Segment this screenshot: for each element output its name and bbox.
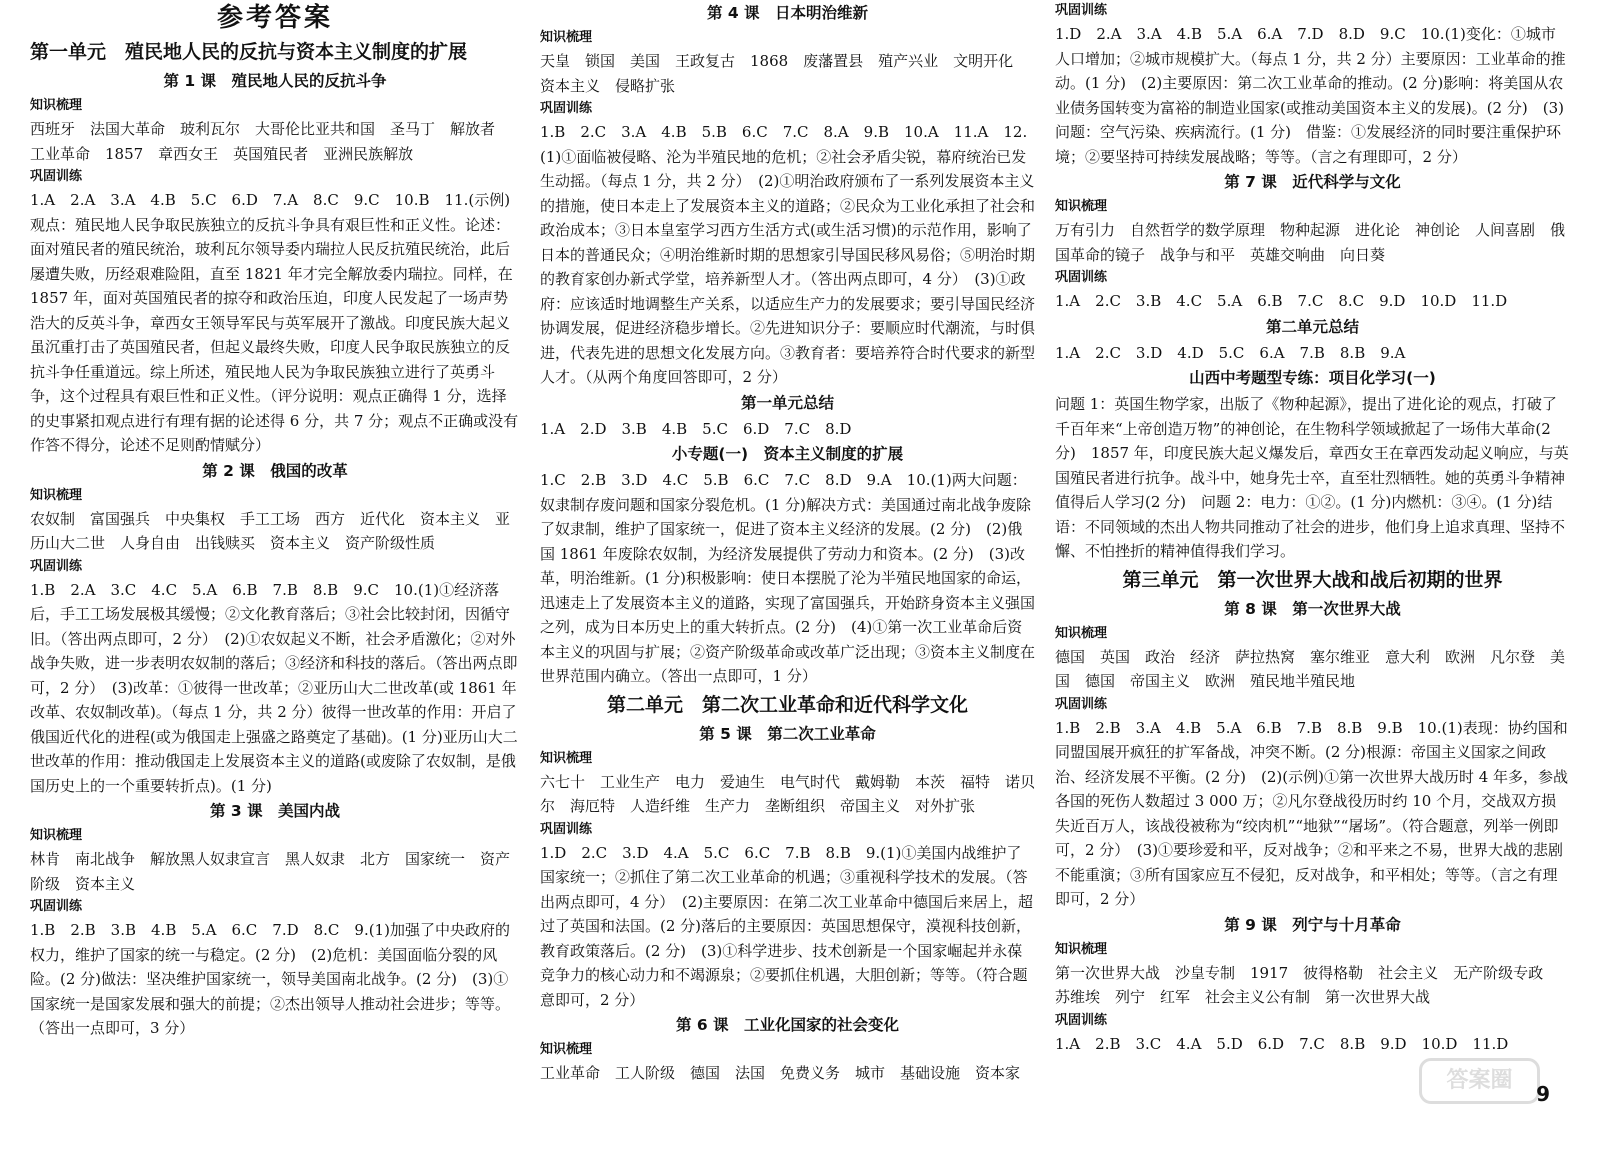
answer-text: 1.B 2.B 3.A 4.B 5.A 6.B 7.B 8.B 9.B 10.(1)表现：协约国和同盟国展开疯狂的扩军备战，冲突不断。(2 分)根源：帝国主义国家之间政治、经济发展不平衡。(2 分) (2)(示例)①第一次世界大战历时 4 年多，参战各国的死伤人数超过 3 000 万；②凡尔登战役历时约 10 个月，交战双方损失近百万人，该战役被称为“绞肉机”“地狱”“屠场”。（符合题意，列举一例即可，2 分） (3)①要珍爱和平，反对战争；②和平来之不易，世界大战的悲剧不能重演；③所有国家应互不侵犯，反对战争，和平相处；等等。（言之有理即可，2 分）	[1055, 718, 1569, 908]
lesson-heading: 第 3 课 美国内战	[209, 802, 341, 820]
answer-text: 农奴制 富国强兵 中央集权 手工工场 西方 近代化 资本主义 亚历山大二世 人身自由 出钱赎买 资本主义 资产阶级性质	[30, 509, 511, 552]
section-label: 巩固训练	[1055, 1012, 1108, 1028]
section-label: 巩固训练	[540, 821, 593, 837]
section-label: 巩固训练	[30, 169, 83, 184]
column-right	[1055, 0, 1570, 1161]
section-label: 巩固训练	[1055, 696, 1108, 712]
answer-text: 1.B 2.A 3.C 4.C 5.A 6.B 7.B 8.B 9.C 10.(1)①经济落后，手工工场发展极其缓慢；②文化教育落后；③社会比较封闭，因循守旧。（答出两点即可，2 分） (2)①农奴起义不断，社会矛盾激化；②对外战争失败，进一步表明农奴制的落后；③经济和科技的落后。（答出两点即可，2 分） (3)改革：①彼得一世改革；②亚历山大二世改革(或 1861 年改革、农奴制改革)。（每点 1 分，共 2 分）彼得一世改革的作用：开启了俄国近代化的进程(或为俄国走上强盛之路奠定了基础)。(1 分)亚历山大二世改革的作用：推动俄国走上发展资本主义的道路(或废除了农奴制，是俄国历史上的一个重要转折点)。(1 分)	[30, 580, 518, 795]
section-label: 知识梳理	[30, 98, 83, 113]
section-label: 知识梳理	[1055, 625, 1108, 641]
lesson-heading: 第 9 课 列宁与十月革命	[1224, 915, 1401, 934]
unit-heading: 第二单元 第二次工业革命和近代科学文化	[606, 693, 968, 716]
section-label: 巩固训练	[1055, 3, 1108, 18]
lesson-heading: 第二单元总结	[1265, 317, 1359, 336]
answer-text: 六七十 工业生产 电力 爱迪生 电气时代 戴姆勒 本茨 福特 诺贝尔 海厄特 人造纤维 生产力 垄断组织 帝国主义 对外扩张	[540, 772, 1035, 815]
answer-text: 1.A 2.C 3.B 4.C 5.A 6.B 7.C 8.C 9.D 10.D 11.D	[1055, 292, 1508, 310]
lesson-heading: 第 2 课 俄国的改革	[202, 461, 348, 480]
answer-text: 1.D 2.A 3.A 4.B 5.A 6.A 7.D 8.D 9.C 10.(1)变化：①城市人口增加；②城市规模扩大。（每点 1 分，共 2 分）主要原因：工业革命的推动。(1 分) (2)主要原因：第二次工业革命的推动。(2 分)影响：将美国从农业债务国转变为富裕的制造业国家(或推动美国资本主义的发展)。(2 分) (3)问题：空气污染、疾病流行。(1 分) 借鉴：①发展经济的同时要注重保护环境；②要坚持可持续发展战略；等等。（言之有理即可，2 分）	[1055, 25, 1566, 166]
answer-text: 1.A 2.C 3.D 4.D 5.C 6.A 7.B 8.B 9.A	[1055, 343, 1406, 362]
section-label: 知识梳理	[1055, 199, 1108, 214]
section-label: 知识梳理	[540, 750, 593, 766]
lesson-heading: 山西中考题型专练：项目化学习(一)	[1189, 369, 1436, 387]
answer-text: 1.D 2.C 3.D 4.A 5.C 6.C 7.B 8.B 9.(1)①美国内战维护了国家统一；②抓住了第二次工业革命的机遇；③重视科学技术的发展。（答出两点即可，4 分） (2)主要原因：在第二次工业革命中德国后来居上，超过了英国和法国。(2 分)落后的主要原因：英国思想保守，漠视科技创新，教育政策落后。(2 分) (3)①科学进步、技术创新是一个国家崛起并永葆竞争力的核心动力和不竭源泉；②要抓住机遇，大胆创新；等等。（符合题意即可，2 分）	[540, 843, 1034, 1009]
lesson-heading: 第 5 课 第二次工业革命	[699, 724, 876, 743]
answer-text: 1.B 2.B 3.B 4.B 5.A 6.C 7.D 8.C 9.(1)加强了中央政府的权力，维护了国家的统一与稳定。(2 分) (2)危机：美国面临分裂的风险。(2 分)做法：坚决维护国家统一，领导美国南北战争。(2 分) (3)①国家统一是国家发展和强大的前提；②杰出领导人推动社会进步；等等。（答出一点即可，3 分）	[30, 921, 511, 1037]
section-label: 巩固训练	[30, 899, 83, 914]
answer-text: 1.A 2.B 3.C 4.A 5.D 6.D 7.C 8.B 9.D 10.D 11.D	[1055, 1034, 1509, 1053]
section-label: 知识梳理	[540, 1042, 593, 1057]
lesson-heading: 第 4 课 日本明治维新	[706, 4, 869, 22]
answer-text: 第一次世界大战 沙皇专制 1917 彼得格勒 社会主义 无产阶级专政 苏维埃 列宁 红军 社会主义公有制 第一次世界大战	[1055, 963, 1559, 1006]
lesson-heading: 小专题(一) 资本主义制度的扩展	[671, 445, 904, 463]
answer-text: 1.C 2.B 3.D 4.C 5.B 6.C 7.C 8.D 9.A 10.(1)两大问题：奴隶制存废问题和国家分裂危机。(1 分)解决方式：美国通过南北战争废除了奴隶制，维护了国家统一，促进了资本主义经济的发展。(2 分) (2)俄国 1861 年废除农奴制，为经济发展提供了劳动力和资本。(2 分) (3)改革，明治维新。(1 分)积极影响：使日本摆脱了沦为半殖民地国家的命运，迅速走上了发展资本主义的道路，实现了富国强兵，开始跻身资本主义强国之列，成为日本历史上的重大转折点。(2 分) (4)①第一次工业革命后资本主义的巩固与扩展；②资产阶级革命或改革广泛出现；③资本主义制度在世界范围内确立。（答出一点即可，1 分）	[540, 471, 1035, 685]
lesson-heading: 第 1 课 殖民地人民的反抗斗争	[163, 72, 387, 90]
section-label: 巩固训练	[540, 101, 593, 116]
watermark-logo: 答案圈	[1419, 1058, 1540, 1104]
lesson-heading: 第一单元总结	[740, 393, 834, 412]
lesson-heading: 第 6 课 工业化国家的社会变化	[675, 1016, 900, 1034]
answer-text: 1.A 2.D 3.B 4.B 5.C 6.D 7.C 8.D	[540, 419, 852, 438]
answer-text: 1.B 2.C 3.A 4.B 5.B 6.C 7.C 8.A 9.B 10.A 11.A 12.(1)①面临被侵略、沦为半殖民地的危机；②社会矛盾尖锐，幕府统治已发生动摇。（每点 1 分，共 2 分） (2)①明治政府颁布了一系列发展资本主义的措施，使日本走上了发展资本主义的道路；②民众为工业化承担了社会和政治成本；③日本皇室学习西方生活方式(或生活习惯)的示范作用，影响了日本的普通民众；④明治维新时期的思想家引导国民移风易俗；⑤明治时期的教育家创办新式学堂，培养新型人才。（答出两点即可，4 分） (3)①政府：应该适时地调整生产关系，以适应生产力的发展要求；要引导国民经济协调发展，促进经济稳步增长。②先进知识分子：要顺应时代潮流，与时俱进，代表先进的思想文化发展方向。③教育者：要培养符合时代要求的新型人才。（从两个角度回答即可，2 分）	[540, 123, 1035, 386]
section-label: 知识梳理	[1055, 941, 1108, 957]
section-label: 知识梳理	[30, 828, 83, 843]
answer-text: 德国 英国 政治 经济 萨拉热窝 塞尔维亚 意大利 欧洲 凡尔登 美国 德国 帝国主义 欧洲 殖民地半殖民地	[1055, 647, 1566, 690]
column-left	[30, 0, 520, 1161]
column-middle	[540, 0, 1035, 1161]
lesson-heading: 第 8 课 第一次世界大战	[1224, 599, 1401, 618]
answer-text: 天皇 锁国 美国 王政复古 1868 废藩置县 殖产兴业 文明开化 资本主义 侵略扩张	[540, 52, 1029, 95]
unit-heading: 第一单元 殖民地人民的反抗与资本主义制度的扩展	[30, 41, 468, 63]
answer-text: 工业革命 工人阶级 德国 法国 免费义务 城市 基础设施 资本家	[540, 1064, 1021, 1082]
answer-text: 林肯 南北战争 解放黑人奴隶宣言 黑人奴隶 北方 国家统一 资产阶级 资本主义	[30, 850, 511, 893]
section-label: 巩固训练	[1055, 270, 1108, 285]
section-label: 巩固训练	[30, 558, 83, 574]
answer-text: 1.A 2.A 3.A 4.B 5.C 6.D 7.A 8.C 9.C 10.B 11.(示例)观点：殖民地人民争取民族独立的反抗斗争具有艰巨性和正义性。论述：面对殖民者的殖民统治，玻利瓦尔领导委内瑞拉人民反抗殖民统治，此后屡遭失败，历经艰难险阻，直至 1821 年才完全解放委内瑞拉。同样，在 1857 年，面对英国殖民者的掠夺和政治压迫，印度人民发起了一场声势浩大的反英斗争，章西女王领导军民与英军展开了激战。印度民族大起义虽沉重打击了英国殖民者，但起义最终失败，印度人民争取民族独立的反抗斗争任重道远。综上所述，殖民地人民为争取民族独立进行了英勇斗争，这个过程具有艰巨性和正义性。（评分说明：观点正确得 1 分，选择的史事紧扣观点进行有理有据的论述得 6 分，共 7 分；观点不正确或没有作答不得分，论述不足则酌情赋分）	[30, 191, 519, 454]
section-label: 知识梳理	[30, 487, 83, 503]
answer-text: 问题 1：英国生物学家，出版了《物种起源》，提出了进化论的观点，打破了千百年来“上帝创造万物”的神创论，在生物科学领域掀起了一场伟大革命(2 分) 1857 年，印度民族大起义爆发后，章西女王在章西发动起义响应，与英国殖民者进行抗争。战斗中，她身先士卒，直至壮烈牺牲。她的英勇斗争精神值得后人学习(2 分) 问题 2：电力：①②。(1 分)内燃机：③④。(1 分)结语：不同领域的杰出人物共同推动了社会的进步，他们身上追求真理、坚持不懈、不怕挫折的精神值得我们学习。	[1055, 395, 1569, 560]
unit-heading: 第三单元 第一次世界大战和战后初期的世界	[1122, 568, 1503, 591]
section-label: 知识梳理	[540, 30, 593, 45]
page-title: 参考答案	[216, 3, 333, 33]
answer-text: 西班牙 法国大革命 玻利瓦尔 大哥伦比亚共和国 圣马丁 解放者 工业革命 1857 章西女王 英国殖民者 亚洲民族解放	[30, 120, 511, 163]
answer-text: 万有引力 自然哲学的数学原理 物种起源 进化论 神创论 人间喜剧 俄国革命的镜子 战争与和平 英雄交响曲 向日葵	[1055, 221, 1566, 264]
page-number: 9	[1536, 1082, 1550, 1106]
lesson-heading: 第 7 课 近代科学与文化	[1224, 173, 1401, 191]
